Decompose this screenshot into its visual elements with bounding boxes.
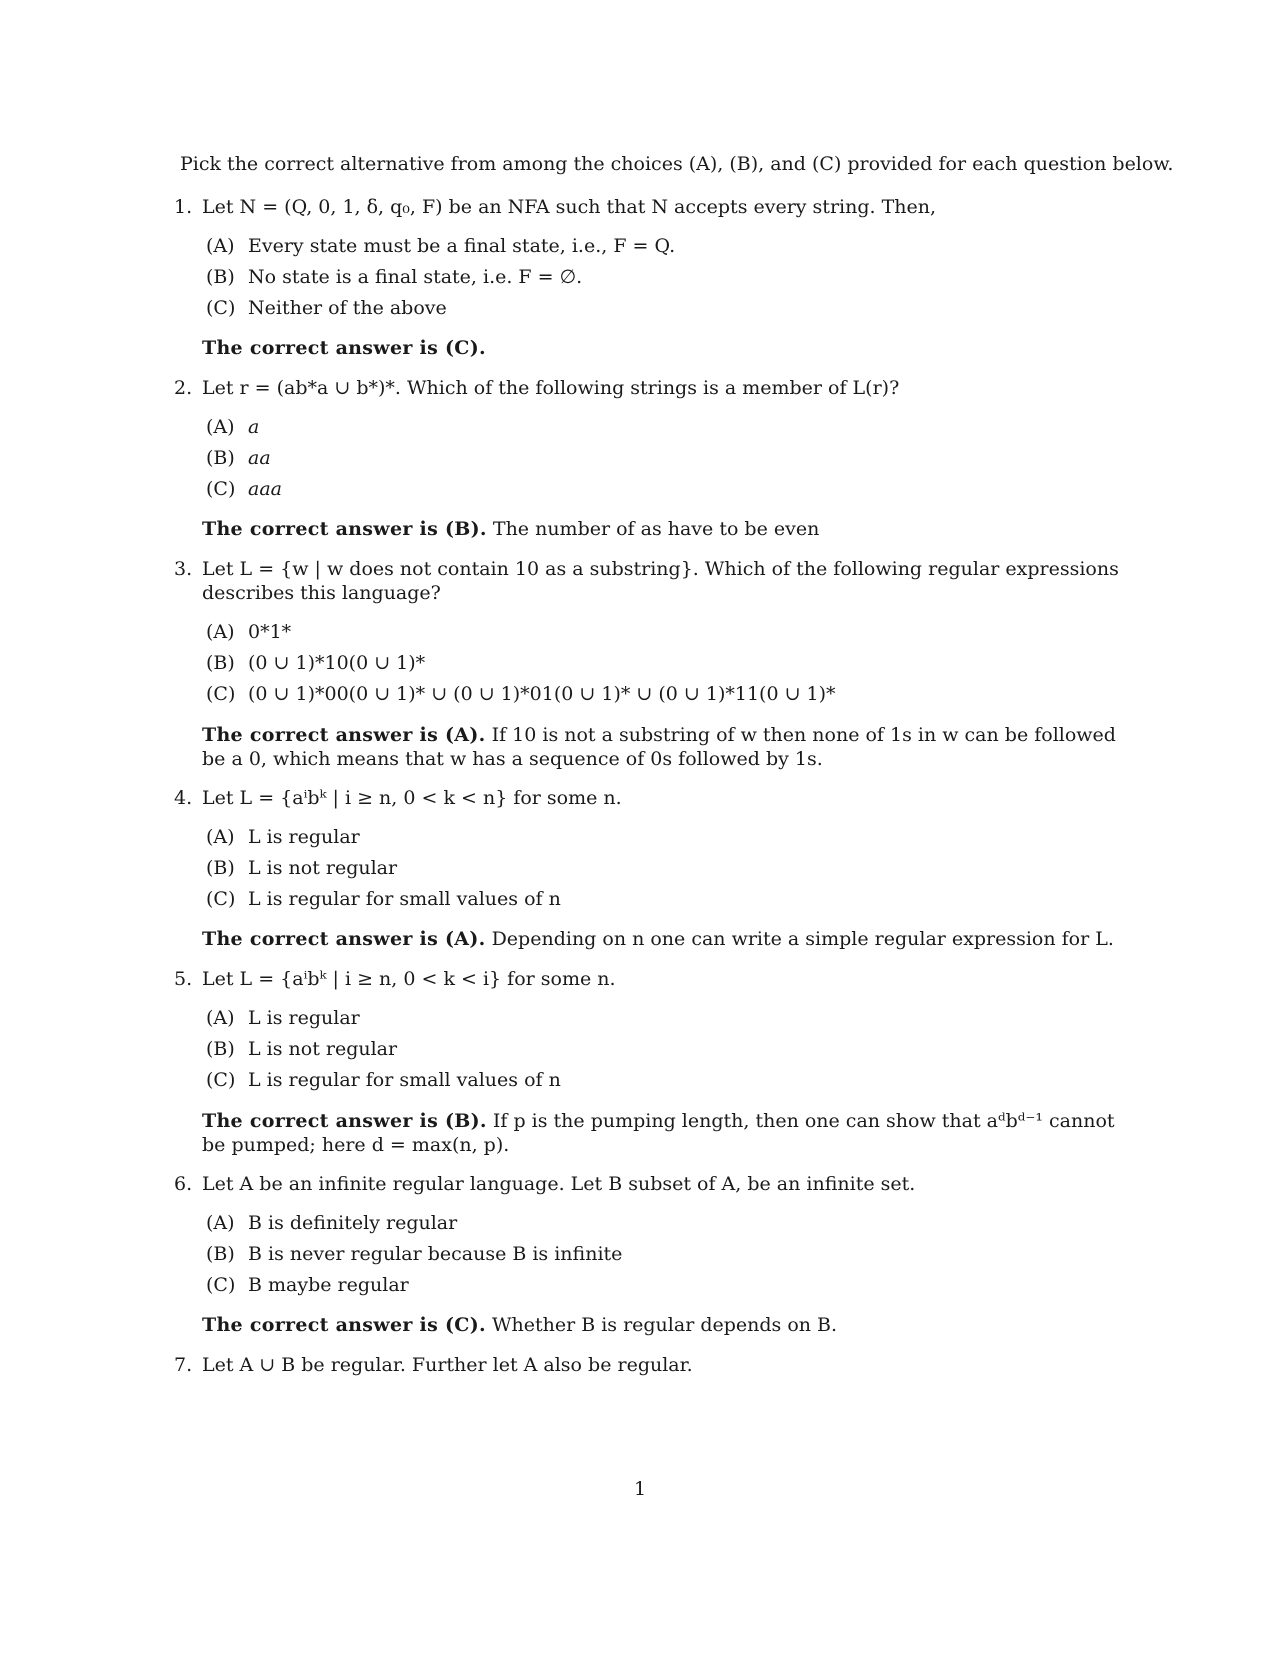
option-c: (C) (0 ∪ 1)*00(0 ∪ 1)* ∪ (0 ∪ 1)*01(0 ∪ 1)* ∪ (0 ∪ 1)*11(0 ∪ 1)*: [206, 683, 836, 705]
option-c: (C) B maybe regular: [206, 1274, 409, 1296]
answer: The correct answer is (A). If 10 is not a substring of w then none of 1s in w can be followed be a 0, which means that w has a sequence of 0s followed by 1s.: [202, 724, 1116, 770]
question-text: Let A be an infinite regular language. Let B subset of A, be an infinite set.: [202, 1173, 916, 1195]
option-b: (B) No state is a final state, i.e. F = ∅.: [206, 266, 583, 288]
question-text: Let L = {aⁱbᵏ | i ≥ n, 0 < k < n} for some n.: [202, 787, 622, 809]
question-text: Let L = {aⁱbᵏ | i ≥ n, 0 < k < i} for some n.: [202, 968, 616, 990]
option-a: (A) 0*1*: [206, 621, 292, 643]
page-number: 1: [633, 1478, 647, 1500]
option-c: (C) L is regular for small values of n: [206, 1069, 561, 1091]
option-a: (A) Every state must be a final state, i.e., F = Q.: [206, 235, 676, 257]
option-c: (C) Neither of the above: [206, 297, 447, 319]
option-b: (B) (0 ∪ 1)*10(0 ∪ 1)*: [206, 652, 426, 674]
option-a: (A) L is regular: [206, 1007, 360, 1029]
question-number: 2.: [174, 377, 193, 399]
question-number: 1.: [174, 196, 193, 218]
option-a: (A) L is regular: [206, 826, 360, 848]
question-text: Let L = {w | w does not contain 10 as a substring}. Which of the following regular expressions describes this language?: [202, 558, 1119, 604]
option-a: (A) B is definitely regular: [206, 1212, 458, 1234]
answer: The correct answer is (C). Whether B is regular depends on B.: [202, 1314, 838, 1336]
option-b: (B) B is never regular because B is infinite: [206, 1243, 623, 1265]
option-c: (C) aaa: [206, 478, 282, 500]
answer: The correct answer is (C).: [202, 337, 486, 359]
instructions: Pick the correct alternative from among the choices (A), (B), and (C) provided for each question below.: [180, 153, 1174, 175]
option-b: (B) L is not regular: [206, 1038, 398, 1060]
question-number: 6.: [174, 1173, 193, 1195]
question-text: Let N = (Q, 0, 1, δ, q₀, F) be an NFA such that N accepts every string. Then,: [202, 196, 937, 218]
question-text: Let A ∪ B be regular. Further let A also be regular.: [202, 1354, 693, 1376]
question-number: 4.: [174, 787, 193, 809]
option-b: (B) L is not regular: [206, 857, 398, 879]
answer: The correct answer is (B). The number of as have to be even: [202, 518, 820, 540]
option-b: (B) aa: [206, 447, 271, 469]
option-c: (C) L is regular for small values of n: [206, 888, 561, 910]
question-number: 5.: [174, 968, 193, 990]
answer: The correct answer is (B). If p is the pumping length, then one can show that aᵈbᵈ⁻¹ cannot be pumped; here d = max(n, p).: [202, 1110, 1115, 1156]
question-number: 7.: [174, 1354, 193, 1376]
question-number: 3.: [174, 558, 193, 580]
question-text: Let r = (ab*a ∪ b*)*. Which of the following strings is a member of L(r)?: [202, 377, 900, 399]
answer: The correct answer is (A). Depending on n one can write a simple regular expression for L.: [202, 928, 1114, 950]
option-a: (A) a: [206, 416, 260, 438]
